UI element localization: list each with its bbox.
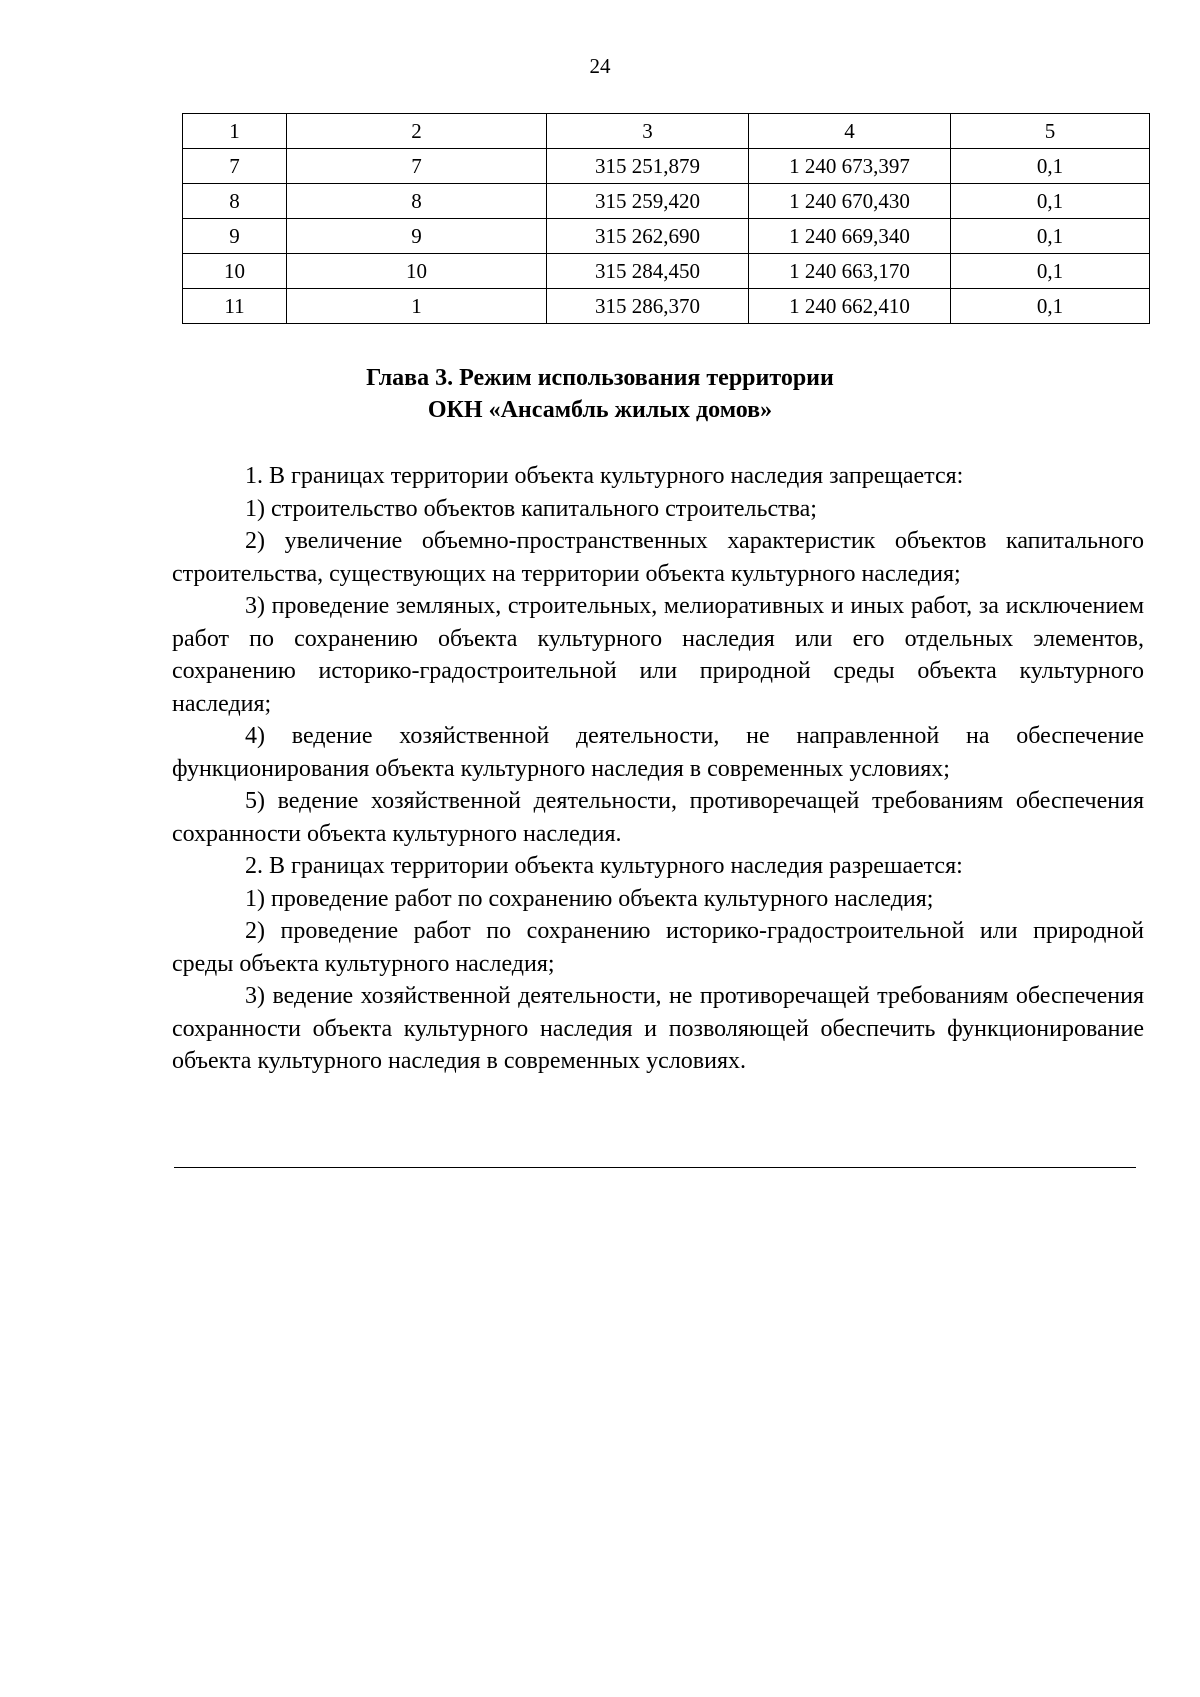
- table-row: [183, 254, 1150, 289]
- chapter-title-line-1: Глава 3. Режим использования территории: [366, 365, 834, 391]
- list-item: 3) ведение хозяйственной деятельности, не противоречащей требованиям обеспечения сохранности объекта культурного наследия и позволяющей обеспечить функционирование объекта культурного наследия в современных условиях.: [172, 983, 1144, 1074]
- table-cell: 9: [287, 219, 547, 254]
- table-cell: 1 240 670,430: [749, 184, 951, 219]
- table-cell: 315 284,450: [547, 254, 749, 289]
- table-cell: 9: [183, 219, 287, 254]
- page-number: 24: [589, 54, 611, 78]
- table-cell: 0,1: [951, 149, 1150, 184]
- list-item: 1) строительство объектов капитального строительства;: [245, 495, 817, 522]
- table-header-cell: 1: [183, 114, 287, 149]
- chapter-heading: [0, 362, 1200, 426]
- table-cell: 11: [183, 289, 287, 324]
- list-item: 1) проведение работ по сохранению объекта культурного наследия;: [245, 885, 934, 912]
- table-cell: 1 240 663,170: [749, 254, 951, 289]
- table-cell: 0,1: [951, 184, 1150, 219]
- table-header-cell: 5: [951, 114, 1150, 149]
- list-item: 3) проведение земляных, строительных, мелиоративных и иных работ, за исключением работ по сохранению объекта культурного наследия или его отдельных элементов, сохранению историко-градостроительной или природной среды объекта культурного наследия;: [172, 593, 1144, 717]
- list-item: 2) увеличение объемно-пространственных характеристик объектов капитального строительства, существующих на территории объекта культурного наследия;: [172, 528, 1144, 587]
- table-cell: 1 240 673,397: [749, 149, 951, 184]
- table-cell: 7: [287, 149, 547, 184]
- table-cell: 315 251,879: [547, 149, 749, 184]
- list-item: 4) ведение хозяйственной деятельности, не направленной на обеспечение функционирования объекта культурного наследия в современных условиях;: [172, 723, 1144, 782]
- table-cell: 0,1: [951, 289, 1150, 324]
- list-item: 5) ведение хозяйственной деятельности, противоречащей требованиям обеспечения сохранности объекта культурного наследия.: [172, 788, 1144, 847]
- table-row: [183, 289, 1150, 324]
- table-cell: 1 240 669,340: [749, 219, 951, 254]
- table-cell: 7: [183, 149, 287, 184]
- table-cell: 10: [287, 254, 547, 289]
- table-header-row: [183, 114, 1150, 149]
- table-header-cell: 3: [547, 114, 749, 149]
- chapter-body: [172, 460, 1144, 1078]
- paragraph-prohibited-intro: 1. В границах территории объекта культурного наследия запрещается:: [245, 463, 964, 489]
- table-cell: 315 286,370: [547, 289, 749, 324]
- table-header-cell: 4: [749, 114, 951, 149]
- chapter-title-line-2: ОКН «Ансамбль жилых домов»: [427, 397, 773, 423]
- table-row: [183, 149, 1150, 184]
- table-cell: 1 240 662,410: [749, 289, 951, 324]
- table-row: [183, 184, 1150, 219]
- table-cell: 315 259,420: [547, 184, 749, 219]
- table-cell: 0,1: [951, 254, 1150, 289]
- table-cell: 8: [287, 184, 547, 219]
- table-cell: 0,1: [951, 219, 1150, 254]
- list-item: 2) проведение работ по сохранению историко-градостроительной или природной среды объекта культурного наследия;: [172, 918, 1144, 977]
- table-cell: 8: [183, 184, 287, 219]
- table-header-cell: 2: [287, 114, 547, 149]
- table-cell: 10: [183, 254, 287, 289]
- end-divider: [174, 1167, 1136, 1168]
- table-cell: 1: [287, 289, 547, 324]
- table-cell: 315 262,690: [547, 219, 749, 254]
- coordinates-table: [182, 113, 1150, 324]
- paragraph-permitted-intro: 2. В границах территории объекта культурного наследия разрешается:: [245, 853, 963, 879]
- table-row: [183, 219, 1150, 254]
